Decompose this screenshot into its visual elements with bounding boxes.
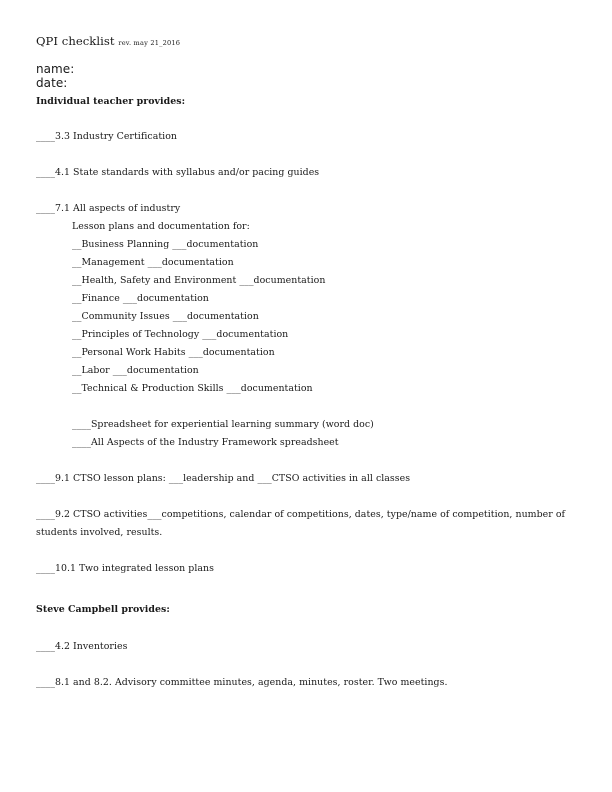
document-title xyxy=(36,34,180,48)
lesson-item-personal-work-habits: __Personal Work Habits ___documentation xyxy=(72,347,275,358)
lesson-item-technical-production: __Technical & Production Skills ___documentation xyxy=(72,383,313,394)
checklist-item-3-3: ____3.3 Industry Certification xyxy=(36,131,177,142)
date-label: date: xyxy=(36,76,68,90)
lesson-item-labor: __Labor ___documentation xyxy=(72,365,199,376)
teacher-section-heading: Individual teacher provides: xyxy=(36,96,186,107)
lesson-item-health-safety: __Health, Safety and Environment ___documentation xyxy=(72,275,326,286)
checklist-item-10-1: ____10.1 Two integrated lesson plans xyxy=(36,563,214,574)
checklist-item-9-1: ____9.1 CTSO lesson plans: ___leadership and ___CTSO activities in all classes xyxy=(36,473,411,484)
lesson-item-principles-technology: __Principles of Technology ___documentation xyxy=(72,329,289,340)
checklist-item-9-2: ____9.2 CTSO activities___competitions, calendar of competitions, dates, type/name of competition, number of students involved, results. xyxy=(36,509,566,538)
revision-date: rev. may 21_2016 xyxy=(118,39,181,47)
lesson-item-business-planning: __Business Planning ___documentation xyxy=(72,239,259,250)
lesson-item-management: __Management ___documentation xyxy=(72,257,234,268)
checklist-item-4-2: ____4.2 Inventories xyxy=(36,641,128,652)
campbell-section-heading: Steve Campbell provides: xyxy=(36,604,170,615)
checklist-item-4-1: ____4.1 State standards with syllabus and/or pacing guides xyxy=(36,167,320,178)
checklist-item-8: ____8.1 and 8.2. Advisory committee minutes, agenda, minutes, roster. Two meetings. xyxy=(36,677,448,688)
checklist-item-7-1: ____7.1 All aspects of industry xyxy=(36,203,181,214)
spreadsheet-item-framework: ____All Aspects of the Industry Framework spreadsheet xyxy=(72,437,339,448)
lesson-item-finance: __Finance ___documentation xyxy=(72,293,209,304)
lesson-plans-intro: Lesson plans and documentation for: xyxy=(72,221,250,232)
title-text: QPI checklist xyxy=(36,34,115,48)
spreadsheet-item-experiential: ____Spreadsheet for experiential learning summary (word doc) xyxy=(72,419,374,430)
name-label: name: xyxy=(36,62,75,76)
lesson-item-community-issues: __Community Issues ___documentation xyxy=(72,311,259,322)
